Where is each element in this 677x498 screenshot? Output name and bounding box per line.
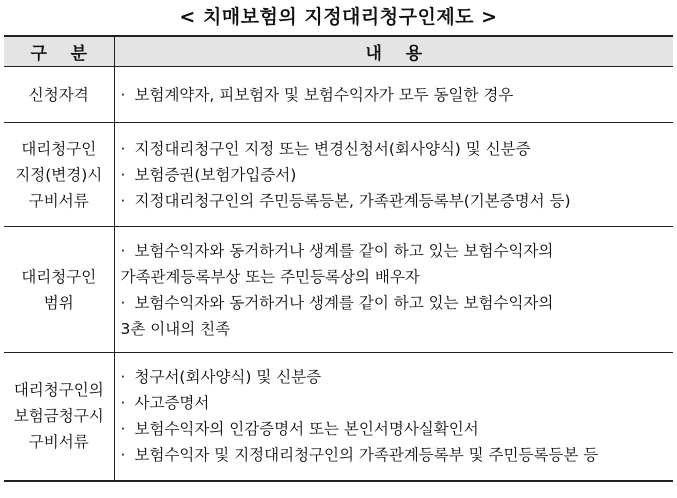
category-line: 구비서류 — [28, 191, 89, 210]
category-cell — [4, 67, 114, 123]
list-item-continuation — [121, 264, 668, 290]
bullet: · — [120, 368, 126, 387]
list-item — [121, 162, 668, 188]
item-text: 보험수익자와 동거하거나 생계를 같이 하고 있는 보험수익자의 — [134, 293, 554, 312]
item-text: 3촌 이내의 친족 — [120, 319, 231, 338]
document-title: < 치매보험의 지정대리청구인제도 > — [179, 6, 498, 28]
item-text: 보험수익자의 인감증명서 또는 본인서명사실확인서 — [134, 420, 479, 439]
header-content: 내 용 — [114, 36, 673, 67]
category-line: 대리청구인의 — [13, 381, 104, 400]
content-cell — [114, 353, 673, 481]
item-text: 보험계약자, 피보험자 및 보험수익자가 모두 동일한 경우 — [134, 85, 514, 104]
item-text: 보험수익자와 동거하거나 생계를 같이 하고 있는 보험수익자의 — [134, 241, 554, 260]
category-line: 보험금청구시 — [13, 407, 104, 426]
category-line: 범위 — [43, 293, 74, 312]
list-item — [121, 290, 668, 316]
item-text: 보험수익자 및 지정대리청구인의 가족관계등록부 및 주민등록등본 등 — [134, 446, 599, 465]
designated-claimant-table — [4, 35, 673, 482]
list-item — [121, 442, 668, 468]
list-item — [121, 416, 668, 442]
bullet: · — [120, 394, 126, 413]
content-cell — [114, 227, 673, 353]
table-row-claim-documents — [4, 353, 673, 481]
header-category: 구 분 — [4, 36, 114, 67]
list-item — [121, 188, 668, 214]
list-item — [121, 238, 668, 264]
bullet: · — [120, 446, 126, 465]
table-row-claimant-scope — [4, 227, 673, 353]
table-row-designation-documents — [4, 123, 673, 227]
table-row-eligibility — [4, 67, 673, 123]
category-line: 지정(변경)시 — [15, 165, 103, 184]
list-item — [121, 364, 668, 390]
category-line: 대리청구인 — [21, 267, 97, 286]
category-line: 구비서류 — [28, 433, 89, 452]
content-cell — [114, 67, 673, 123]
item-text: 지정대리청구인 지정 또는 변경신청서(회사양식) 및 신분증 — [134, 139, 531, 158]
category-cell — [4, 353, 114, 481]
list-item — [121, 136, 668, 162]
category-line: 대리청구인 — [21, 139, 97, 158]
list-item — [121, 390, 668, 416]
bullet: · — [120, 191, 126, 210]
bullet: · — [120, 420, 126, 439]
bullet: · — [120, 165, 126, 184]
category-cell — [4, 227, 114, 353]
item-text: 지정대리청구인의 주민등록등본, 가족관계등록부(기본증명서 등) — [134, 191, 571, 210]
item-text: 가족관계등록부상 또는 주민등록상의 배우자 — [120, 267, 420, 286]
category-line: 신청자격 — [28, 85, 89, 104]
bullet: · — [120, 293, 126, 312]
item-text: 청구서(회사양식) 및 신분증 — [134, 368, 322, 387]
bullet: · — [120, 85, 126, 104]
item-text: 보험증권(보험가입증서) — [134, 165, 297, 184]
item-text: 사고증명서 — [134, 394, 210, 413]
content-cell — [114, 123, 673, 227]
table-header-row — [4, 36, 673, 67]
list-item-continuation — [121, 316, 668, 342]
bullet: · — [120, 241, 126, 260]
list-item — [121, 82, 668, 108]
category-cell — [4, 123, 114, 227]
bullet: · — [120, 139, 126, 158]
